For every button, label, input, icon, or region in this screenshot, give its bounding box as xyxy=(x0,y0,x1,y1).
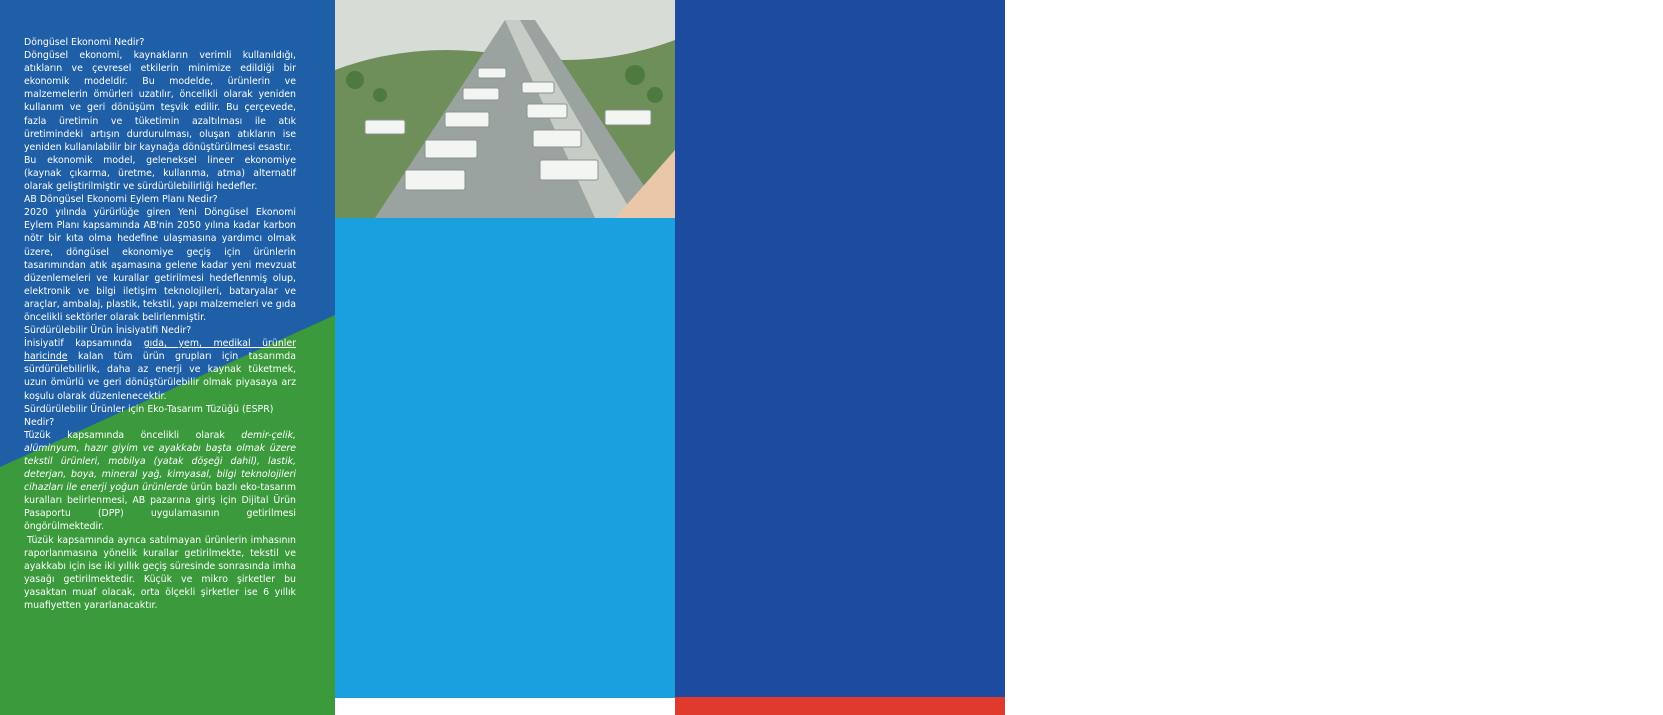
heading-initiative: Sürdürülebilir Ürün İnisiyatifi Nedir? xyxy=(24,325,192,337)
text: kalan tüm ürün grupları için tasarımda sürdürülebilirlik, daha az enerji ve kaynak tüketmek, uzun ömürlü ve geri dönüştürülebilir olmak piyasaya arz koşulu olarak düzenlenecektir. xyxy=(24,351,296,402)
heading-espr: Sürdürülebilir Ürünler için Eko-Tasarım Tüzüğü (ESPR) Nedir? xyxy=(24,403,274,428)
italic-text: Döngüsel Araç Tasarımı ve Ömrünü Tamamlamış Araç Tüzüğü Taslağı xyxy=(1365,475,1663,500)
paragraph xyxy=(24,429,296,534)
right-text xyxy=(1365,16,1663,605)
red-strip xyxy=(675,697,1005,715)
heading-battery: AB'nin Batarya Sektöründe Getirdiği Yeni Kurallar Nelerdir? xyxy=(1365,17,1641,28)
text: Öte yandan, xyxy=(1365,475,1429,487)
cyan-panel xyxy=(335,218,675,698)
text: kapsamında, yeni araçların ömürlerinin sonuna geldiklerinde yedek parçalarının geri dönüştürülmesi ve yeniden kullanımının kolaylaştırılacak şekilde tasarlanmasını sağlamak için gereklilikler ortaya konulmaktadır. Taslak ile ayrıca, araçlarda geri dönüştürülmüş malzeme ile ilgili düzenlemeler getirilmekte olup, 2030 yılı itibariyle yeni bir araç yapımında kullanılan plastiğe ilişkin asgari geri dönüştürülmüş içerik zorunlulukları getirilmesi öngörülmektedir. xyxy=(1365,488,1663,605)
text: kapsamında, 2030 yılı itibariyle yalnızca geri dönüştürülebilir ambalajların piyasaya arz edilmesi; plastik ambalajların türüne göre 2030 yılı için temas hassasiyeti olan ambalajlarda (gıda ile temas eden dahil) %30, 2040 yılı için ise %50 oranında asgari geri dönüştürülmüş plastik içermesi gibi pazara giriş kuralları belirlenmiştir. AB pazarına arz edilen ambalaj ürünleri ile tüm ürünlerin ambalajlarının mevzuatta öngörülen pazara giriş kurallarına uygunluğuna dair uygunluk değerlendirmesi süreçlerine tabi olması gerekmektedir. xyxy=(1365,239,1663,369)
paragraph xyxy=(24,337,296,402)
italic-text: demir-çelik, alüminyum, hazır giyim ve ayakkabı başta olmak üzere tekstil ürünleri, mobilya (yatak döşeği dahil), lastik, deterjan, boya, mineral yağ, kimyasal, bilgi teknolojileri cihazları ile enerji yoğun ürünlerde xyxy=(24,429,296,494)
left-panel xyxy=(0,0,335,715)
italic-text: Ambalaj ve Ambalaj Atıkları Tüzüğü Taslağı xyxy=(1365,239,1572,251)
italic-text: Batarya ve Batarya Atıkları Tüzüğü (2023/1542) xyxy=(1365,30,1601,42)
underlined-text: gıda, yem, medikal ürünler haricinde xyxy=(24,338,296,363)
illustration-svg xyxy=(335,0,675,218)
text: İnisiyatif kapsamında xyxy=(24,338,144,350)
paragraph xyxy=(1365,474,1663,605)
left-text xyxy=(24,36,296,612)
middle-panel xyxy=(335,0,675,715)
paragraph: Binek ve hafif ticari araçların emisyon performans standartlarına ilişkin mevzuatı tadil eden 2023/851 sayılı AB Tüzüğüne göre, 2035 yılında trafiğe sürülecek tüm binek ve hafif ticari araçların karbon emisyonsuz olması amaçlanmış olup, bu çerçevede içten yanmalı motorlu araçlar yerine elektrikli araçlar ve alternatif teknolojilerin geliştirilmesi temel hedef olarak belirlenmiştir. xyxy=(1365,383,1663,474)
highway-illustration xyxy=(335,0,675,218)
paragraph: 2020 yılında yürürlüğe giren Yeni Döngüsel Ekonomi Eylem Planı kapsamında AB'nin 2050 yılına kadar karbon nötr bir kıta olma hedefine ulaşmasına yardımcı olmak üzere, döngüsel ekonomiye geçiş için ürünlerin tasarımından atık aşamasına gelene kadar yeni mevzuat düzenlemeleri ve kurallar getirilmesi hedeflenmiş olup, elektronik ve bilgi iletişim teknolojileri, bataryalar ve araçlar, ambalaj, plastik, tekstil, yapı malzemeleri ve gıda öncelikli sektörler olarak belirlenmiştir. xyxy=(24,207,296,323)
paragraph: Tüzük kapsamında ayrıca satılmayan ürünlerin imhasının raporlanmasına yönelik kurallar getirilmekte, tekstil ve ayakkabı için ise iki yıllık geçiş süresinde sonrasında imha yasağı getirilmektedir. Küçük ve mikro şirketler bu yasaktan muaf olacak, orta ölçekli şirketler ise 6 yıllık muafiyetten yararlanacaktır. xyxy=(24,534,296,612)
paragraph: Bu çerçevede, çeşitli geçiş dönemleri dahilinde AB pazarına ürün tedarik eden üçüncü ülkeler tarafından uygunluk değerlendirme kuruluşları (Onaylanmış Kuruluşlar) aracılığıyla ürünlerin karbon ayak izi, geri dönüştürülmüş madde içeriği ile sosyal şartlara ilişkin özen yükümlülüğü gereklerinin yerine getirildiğine dair belgelendirme yükümlülüğü ve hammadde bilgilerine ilişkin zorunlu bildirimde bulunma uygulaması getirilecektir. 2027 yılı itibariyle ise AB pazarına girişte Dijital Batarya Pasaportu uygulaması zorunlu hale gelecektir. xyxy=(1365,95,1663,212)
paragraph: Bu ekonomik model, geleneksel lineer ekonomiye (kaynak çıkarma, üretme, kullanma, atma) alternatif olarak geliştirilmiştir ve sürdürülebilirliği hedefler. xyxy=(24,154,296,193)
heading-packaging: AB'nin Ambalaj Malzemelerinde Getirdiği Yeni Düzenlemeler Nelerdir? xyxy=(1365,213,1647,238)
heading-action-plan: AB Döngüsel Ekonomi Eylem Planı Nedir? xyxy=(24,194,218,206)
paragraph xyxy=(1365,29,1663,94)
text: ürün bazlı eko-tasarım kuralları belirlenmesi, AB pazarına giriş için Dijital Ürün Pasaportu (DPP) uygulamasının getirilmesi öngörülmektedir. xyxy=(24,482,297,533)
paragraph: Döngüsel ekonomi, kaynakların verimli kullanıldığı, atıkların ve çevresel etkilerin minimize edildiği bir ekonomik modeldir. Bu modelde, ürünlerin ve malzemelerin ömürleri uzatılır, öncelikli olarak yeniden kullanım ve geri dönüşüm teşvik edilir. Bu çerçevede, fazla üretimin ve tüketimin azaltılması ile atık üretimindeki artışın durdurulması, oluşan atıkların ise yeniden kullanılabilir bir kaynağa dönüştürülmesi esastır. xyxy=(24,50,296,153)
text: Tüzük kapsamında öncelikli olarak xyxy=(24,429,242,441)
right-panel xyxy=(675,0,1663,715)
heading-circular-economy: Döngüsel Ekonomi Nedir? xyxy=(24,37,145,48)
heading-automotive: Otomotiv Sektöründe Getirilmesi Öngörülen Kurallar Nelerdir? xyxy=(1365,370,1656,382)
paragraph xyxy=(1365,239,1663,370)
text: kapsamında otomobillerde kullanılan elektrikli araç bataryası dahil olmak üzere her türlü batarya türünün tasarımından atık haline gelene kadar yaşam döngüsünün tamamını ilgilendirecek zorunluluklar getirilmektedir. xyxy=(1365,30,1663,94)
